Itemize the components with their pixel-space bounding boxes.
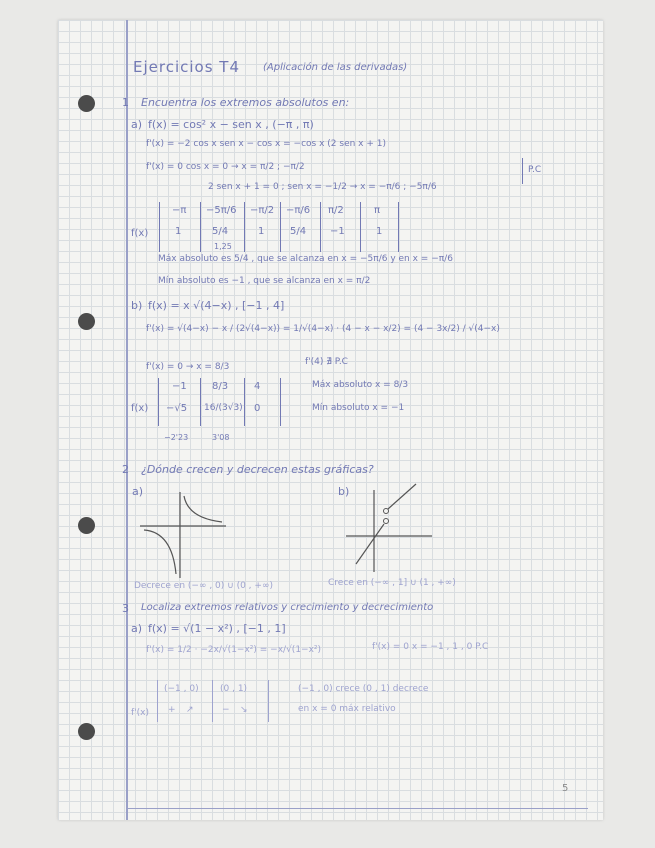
table-divider [280,378,281,426]
ex1-b-max: Máx absoluto x = 8/3 [312,380,409,390]
exercise-1-number: 1 [122,96,129,109]
ex2-a-caption: Decrece en (−∞ , 0) ∪ (0 , +∞) [134,581,273,591]
ex1-a-y1: 5/4 [212,226,229,237]
table-divider [244,378,245,426]
ex3-a-derivative: f'(x) = 1/2 · −2x/√(1−x²) = −x/√(1−x²) [146,645,322,655]
exercise-3-statement: Localiza extremos relativos y crecimiento y decrecimiento [141,602,434,613]
binder-hole-3 [78,517,95,534]
bottom-rule [128,808,588,809]
ex1-a-x3: −π/6 [286,205,311,216]
ex1-a-min: Mín absoluto es −1 , que se alcanza en x = π/2 [158,276,371,286]
ex3-a-table-row-label: f'(x) [131,708,149,718]
ex1-a-table-row-label: f(x) [131,228,149,239]
table-divider [280,202,281,252]
ex3-a-conclusion-2: en x = 0 máx relativo [298,704,396,714]
ex1-a-label: a) [131,118,143,131]
ex1-a-x4: π/2 [328,205,344,216]
table-divider [268,680,269,722]
ex1-b-critical: f'(x) = 0 → x = 8/3 [146,362,230,372]
ex3-a-arrow-0: ↗ [186,705,194,715]
ex1-a-y3: 5/4 [290,226,307,237]
ex1-a-x0: −π [172,205,187,216]
ex1-b-x2: 4 [254,381,261,392]
binder-hole-1 [78,95,95,112]
ex3-a-conclusion-1: (−1 , 0) crece (0 , 1) decrece [298,684,429,694]
ex1-a-y2: 1 [258,226,265,237]
graph-b [344,480,434,575]
ex1-a-pc: P.C [528,165,542,175]
table-divider [157,680,158,722]
ex1-a-x5: π [374,205,381,216]
ex1-b-y0: −√5 [166,403,188,414]
page-subtitle: (Aplicación de las derivadas) [263,62,408,73]
binder-hole-4 [78,723,95,740]
ex1-b-critical-2: f'(4) ∄ P.C [305,357,348,367]
ex1-b-min: Mín absoluto x = −1 [312,403,405,413]
table-divider [244,202,245,252]
page-title: Ejercicios T4 [133,58,241,76]
page-number: 5 [562,783,569,794]
ex1-a-derivative: f'(x) = −2 cos x sen x − cos x = −cos x (2 sen x + 1) [146,139,386,149]
ex3-a-interval-1: (0 , 1) [220,684,248,694]
table-divider [159,202,160,252]
ex3-a-sign-0: + [168,705,176,715]
margin-line [126,20,128,820]
ex1-b-y2: 0 [254,403,261,414]
ex2-b-label: b) [338,485,350,498]
ex1-b-label: b) [131,299,143,312]
ex3-a-sign-1: − [222,705,230,715]
binder-hole-2 [78,313,95,330]
ex3-a-interval-0: (−1 , 0) [164,684,199,694]
table-divider [398,202,399,252]
ex1-a-critical-2: 2 sen x + 1 = 0 ; sen x = −1/2 → x = −π/6 ; −5π/6 [208,182,437,192]
ex1-a-y5: 1 [376,226,383,237]
ex1-a-y0: 1 [175,226,182,237]
ex1-b-x1: 8/3 [212,381,229,392]
exercise-1-statement: Encuentra los extremos absolutos en: [141,96,350,109]
ex3-a-arrow-1: ↘ [240,705,248,715]
table-divider [200,378,201,426]
ex1-a-y1-approx: 1,25 [214,242,232,251]
ex1-a-y4: −1 [330,226,345,237]
ex1-b-x0: −1 [172,381,187,392]
ex2-a-label: a) [132,485,144,498]
table-divider [200,202,201,252]
ex3-a-label: a) [131,622,143,635]
table-divider [360,202,361,252]
ex2-b-caption: Crece en (−∞ , 1] ∪ (1 , +∞) [328,578,456,588]
ex1-b-y1: 16/(3√3) [204,403,243,413]
ex1-a-critical-1: f'(x) = 0 cos x = 0 → x = π/2 ; −π/2 [146,162,305,172]
table-divider [158,378,159,426]
ex1-b-y0-approx: −2'23 [164,433,189,442]
exercise-2-number: 2 [122,463,129,476]
ex1-b-table-row-label: f(x) [131,403,149,414]
exercise-3-number: 3 [122,602,129,615]
ex1-a-x2: −π/2 [250,205,275,216]
ex1-b-function: f(x) = x √(4−x) , [−1 , 4] [148,299,285,312]
pc-bar [522,158,523,184]
ex3-a-function: f(x) = √(1 − x²) , [−1 , 1] [148,622,286,635]
ex3-a-critical: f'(x) = 0 x = −1 , 1 , 0 P.C [372,642,489,652]
ex1-a-x1: −5π/6 [206,205,237,216]
table-divider [212,680,213,722]
exercise-2-statement: ¿Dónde crecen y decrecen estas gráficas? [141,463,374,476]
ex1-a-function: f(x) = cos² x − sen x , (−π , π) [148,118,314,131]
ex1-b-derivative: f'(x) = √(4−x) − x / (2√(4−x)) = 1/√(4−x) · (4 − x − x/2) = (4 − 3x/2) / √(4−x) [146,324,500,334]
ex1-a-max: Máx absoluto es 5/4 , que se alcanza en x = −5π/6 y en x = −π/6 [158,254,453,264]
ex1-b-y1-approx: 3'08 [212,433,230,442]
graph-a [138,490,228,580]
table-divider [320,202,321,252]
